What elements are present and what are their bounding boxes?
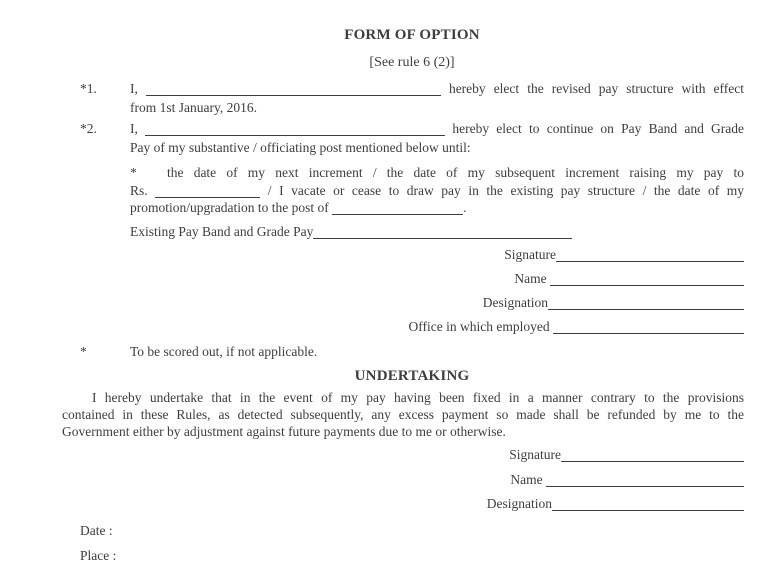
option-item-2 [80,120,744,241]
item-2-body [130,120,744,241]
fill-in-blank-amount [155,183,260,198]
signature-label: Signature [509,447,561,463]
place-label: Place : [80,547,117,561]
signature-line [80,243,744,267]
subnote-rs-label: Rs. [130,182,148,198]
subnote-text-1: the date of my next increment / the date of my subsequent increment raising my pay to [167,165,744,180]
fill-in-blank-pay-band [313,224,572,239]
option-item-1 [80,80,744,117]
item-1-text-post: hereby elect the revised pay structure with effect [448,81,744,96]
office-line [80,315,744,339]
form-title: FORM OF OPTION [344,27,480,43]
designation-line [80,291,744,315]
undertaking-heading: UNDERTAKING [354,367,470,384]
item-2-marker: *2. [80,121,97,136]
subnote-text-3: promotion/upgradation to the post of [130,200,329,215]
signature-block-1 [80,243,744,339]
item-2-line-1 [130,120,744,139]
fill-in-blank-name [146,82,441,97]
undertaking-line-2: contained in these Rules, as detected subsequently, any excess payment so made shall be refunded by me to the [62,406,744,422]
name-label: Name [514,270,547,286]
designation-line [80,492,744,517]
fill-in-blank-post [332,201,463,216]
subnote-line-1 [130,164,744,182]
fill-in-blank-signature [561,448,744,463]
undertaking-paragraph [62,389,744,441]
item-2-text-post: hereby elect to continue on Pay Band and Grade [452,121,745,136]
designation-label: Designation [486,496,552,512]
subnote-period: . [463,200,467,215]
asterisk-marker: * [80,343,87,359]
signature-label: Signature [504,246,556,262]
increment-subnote [130,164,744,217]
form-subtitle: [See rule 6 (2)] [369,55,455,70]
fill-in-blank-designation [548,295,744,310]
item-2-text-pre: I, [130,121,138,136]
fill-in-blank-signature [556,247,744,262]
item-1-marker: *1. [80,81,97,96]
office-label: Office in which employed [408,318,550,334]
fill-in-blank-name [145,122,445,137]
undertaking-line-3: Government either by adjustment against future payments due to me or otherwise. [62,423,506,439]
signature-block-2 [80,443,744,517]
name-label: Name [510,471,543,487]
subnote-line-2 [130,182,744,200]
fill-in-blank-name [550,271,744,286]
subnote-line-3 [130,199,744,217]
item-1-body [130,80,744,117]
existing-pay-band-label: Existing Pay Band and Grade Pay [130,223,314,239]
scored-out-text: To be scored out, if not applicable. [130,343,318,359]
item-1-line-2: from 1st January, 2016. [130,99,257,115]
undertaking-line-1: I hereby undertake that in the event of my pay having been fixed in a manner contrary to the provisions [92,389,744,405]
fill-in-blank-designation [552,497,744,512]
subnote-text-2: / I vacate or cease to draw pay in the existing pay structure / the date of my [267,182,745,198]
name-line [80,267,744,291]
scored-out-note [80,343,744,361]
item-1-text-pre: I, [130,81,138,96]
date-label: Date : [80,522,113,538]
signature-line [80,443,744,468]
fill-in-blank-name [546,472,744,487]
existing-pay-band-line [130,223,744,241]
item-1-line-1 [130,80,744,99]
fill-in-blank-office [553,319,744,334]
asterisk-marker: * [130,165,137,180]
item-2-line-2: Pay of my substantive / officiating post mentioned below until: [130,139,471,155]
designation-label: Designation [482,294,548,310]
name-line [80,468,744,493]
